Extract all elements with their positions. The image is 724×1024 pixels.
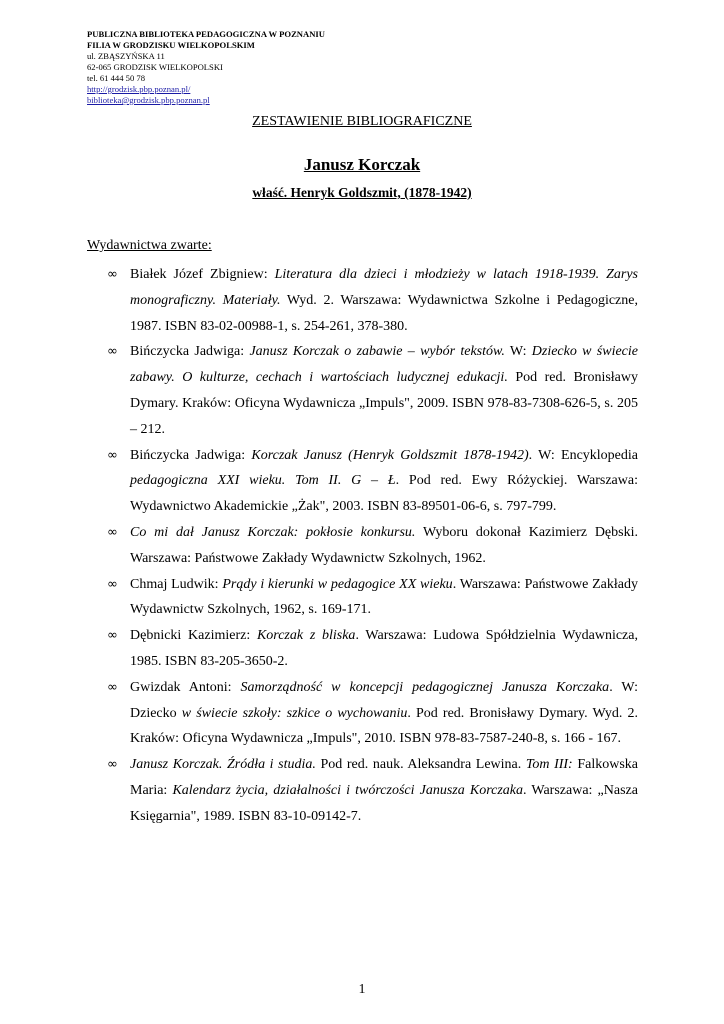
bibliography-entry [87, 443, 638, 520]
entry-author: Bińczycka Jadwiga: [130, 344, 250, 360]
entry-volume: Tom III: [525, 757, 573, 773]
document-subtitle: właść. Henryk Goldszmit, (1878-1942) [252, 185, 472, 200]
bibliography-entry [87, 339, 638, 442]
entry-details: Wyboru dokonał Kazimierz Dębski. Warszawa: Państwowe Zakłady Wydawnictw Szkolnych, 1962. [130, 524, 638, 566]
entry-title: Korczak Janusz (Henryk Goldszmit 1878-1942) [251, 447, 529, 463]
document-type: ZESTAWIENIE BIBLIOGRAFICZNE [252, 114, 472, 129]
bibliography-entry [87, 262, 638, 339]
infinity-bullet-icon: ∞ [107, 679, 118, 695]
entry-title: Samorządność w koncepcji pedagogicznej Janusza Korczaka [240, 679, 610, 695]
entry-details: . Warszawa: „Nasza Księgarnia", 1989. ISBN 83-10-09142-7. [130, 782, 638, 824]
entry-title: Co mi dał Janusz Korczak: pokłosie konkursu. [130, 524, 416, 540]
entry-details: Wyd. 2. Warszawa: Wydawnictwa Szkolne i Pedagogiczne, 1987. ISBN 83-02-00988-1, s. 254-261, 378-380. [130, 292, 638, 334]
entry-author: Gwizdak Antoni: [130, 679, 241, 695]
entry-source-title: pedagogiczna XXI wieku. Tom II. G – Ł [130, 473, 396, 489]
entry-author: Dębnicki Kazimierz: [130, 628, 257, 644]
entry-details: . Pod red. Ewy Różyckiej. Warszawa: Wydawnictwo Akademickie „Żak", 2003. ISBN 83-89501-06-6, s. 797-799. [130, 473, 638, 515]
bibliography-list [87, 262, 638, 830]
infinity-bullet-icon: ∞ [107, 576, 118, 592]
entry-author: Chmaj Ludwik: [130, 576, 223, 592]
infinity-bullet-icon: ∞ [107, 757, 118, 773]
bibliography-entry [87, 572, 638, 624]
bibliography-entry [87, 752, 638, 829]
entry-title: Korczak z bliska [256, 628, 356, 644]
website-link[interactable]: http://grodzisk.pbp.poznan.pl/ [87, 84, 191, 94]
institution-street: ul. ZBĄSZYŃSKA 11 [87, 51, 165, 61]
entry-details: . W: Encyklopedia [528, 447, 638, 463]
infinity-bullet-icon: ∞ [107, 267, 118, 282]
entry-source-title: Kalendarz życia, działalności i twórczości Janusza Korczaka [172, 782, 523, 798]
bibliography-entry [87, 623, 638, 675]
entry-details: . Warszawa: Ludowa Spółdzielnia Wydawnicza, 1985. ISBN 83-205-3650-2. [130, 628, 638, 669]
email-link[interactable]: biblioteka@grodzisk.pbp.poznan.pl [87, 95, 210, 105]
entry-details: Pod red. Bronisławy Dymary. Kraków: Oficyna Wydawnicza „Impuls", 2009. ISBN 978-83-7308-626-5, s. 205 – 212. [130, 370, 638, 437]
entry-author: Białek Józef Zbigniew: [130, 267, 275, 282]
institution-name: PUBLICZNA BIBLIOTEKA PEDAGOGICZNA W POZNANIU [87, 29, 325, 39]
institution-city: 62-065 GRODZISK WIELKOPOLSKI [87, 62, 223, 72]
entry-details: W: [504, 344, 532, 360]
entry-details: Pod red. nauk. Aleksandra Lewina. [315, 757, 526, 773]
infinity-bullet-icon: ∞ [107, 447, 118, 463]
entry-details: . Pod red. Bronisławy Dymary. Wyd. 2. Kraków: Oficyna Wydawnicza „Impuls", 2010. ISBN 978-83-7587-240-8, s. 166 - 167. [130, 705, 638, 747]
institution-header [87, 29, 325, 106]
document-title: Janusz Korczak [303, 155, 421, 174]
bibliography-entry [87, 675, 638, 752]
bibliography-entry [87, 520, 638, 572]
entry-source-title: w świecie szkoły: szkice o wychowaniu [181, 705, 408, 721]
infinity-bullet-icon: ∞ [107, 628, 118, 644]
entry-title: Prądy i kierunki w pedagogice XX wieku [222, 576, 453, 592]
institution-phone: tel. 61 444 50 78 [87, 73, 146, 83]
entry-title: Janusz Korczak. Źródła i studia. [130, 757, 316, 773]
entry-title: Literatura dla dzieci i młodzieży w latach 1918-1939. Zarys monograficzny. Materiały. [130, 267, 638, 308]
entry-details: . Warszawa: Państwowe Zakłady Wydawnictw Szkolnych, 1962, s. 169-171. [130, 576, 638, 618]
page-number: 1 [358, 982, 366, 997]
entry-details: . W: Dziecko [130, 679, 638, 721]
entry-author: Bińczycka Jadwiga: [130, 447, 252, 463]
institution-branch: FILIA W GRODZISKU WIELKOPOLSKIM [87, 40, 255, 50]
section-heading: Wydawnictwa zwarte: [87, 238, 212, 253]
infinity-bullet-icon: ∞ [107, 344, 118, 360]
entry-title: Janusz Korczak o zabawie – wybór tekstów. [249, 344, 505, 360]
entry-details: Falkowska Maria: [130, 757, 638, 798]
entry-source-title: Dziecko w świecie zabawy. O kulturze, cechach i wartościach ludycznej edukacji. [130, 344, 638, 386]
infinity-bullet-icon: ∞ [107, 524, 118, 540]
